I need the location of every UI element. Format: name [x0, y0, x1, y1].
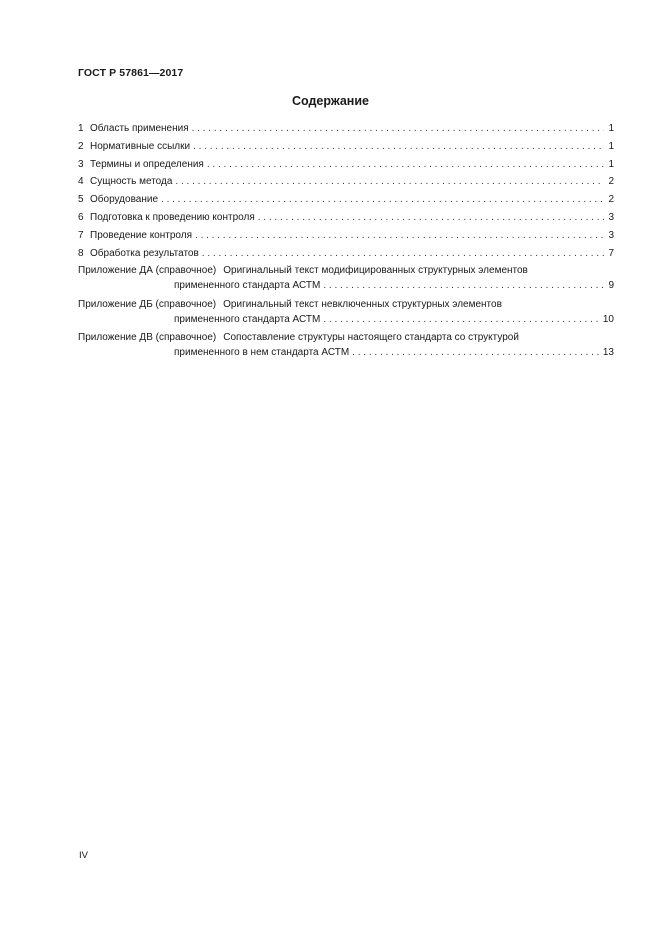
toc-appendix-title-line2: примененного стандарта АСТМ — [174, 313, 321, 325]
toc-entry-page: 1 — [608, 123, 614, 134]
toc-entry-number: 5 — [78, 194, 84, 206]
toc-appendix-label: Приложение ДА (справочное) — [78, 265, 217, 277]
toc-entry-page: 13 — [602, 347, 614, 359]
toc-entry[interactable] — [78, 140, 614, 158]
toc-appendix-label: Приложение ДБ (справочное) — [78, 298, 217, 310]
toc-appendix-title-line1: Оригинальный текст невключенных структурных элементов — [223, 298, 502, 310]
toc-entry-number: 4 — [78, 176, 84, 188]
toc-entry-page: 2 — [608, 176, 614, 188]
toc-entry-title: Сущность метода — [90, 176, 173, 188]
toc-dot-leader — [352, 346, 601, 360]
toc-entry-page: 7 — [608, 247, 614, 259]
toc-appendix-title-line2: примененного стандарта АСТМ — [174, 280, 321, 292]
toc-appendix-title-line1: Сопоставление структуры настоящего стандарта со структурой — [223, 332, 519, 344]
toc-entry-number: 3 — [78, 158, 84, 170]
toc-dot-leader — [161, 193, 604, 207]
toc-dot-leader — [323, 279, 604, 293]
toc-appendix-entry[interactable] — [78, 264, 614, 298]
toc-entry[interactable] — [78, 122, 614, 140]
toc-entry-page: 1 — [608, 140, 614, 152]
toc-entry-title: Оборудование — [90, 194, 159, 206]
page-number: IV — [79, 850, 88, 861]
toc-title: Содержание — [291, 94, 369, 108]
toc-appendix-entry[interactable] — [78, 298, 614, 332]
toc-dot-leader — [202, 247, 604, 261]
toc-entry-number: 1 — [78, 123, 84, 134]
toc-entry[interactable] — [78, 175, 614, 193]
toc-entry-number: 2 — [78, 140, 84, 152]
toc-entry-number: 7 — [78, 229, 84, 241]
toc-entry-page: 10 — [602, 313, 614, 325]
toc-appendix-label: Приложение ДВ (справочное) — [78, 332, 217, 344]
toc-entry-title: Подготовка к проведению контроля — [90, 211, 255, 223]
toc-entry[interactable] — [78, 229, 614, 247]
toc-entry-page: 3 — [608, 229, 614, 241]
toc-entry-number: 6 — [78, 211, 84, 223]
toc-dot-leader — [195, 229, 604, 243]
document-header: ГОСТ Р 57861—2017 — [78, 67, 184, 79]
toc-dot-leader — [258, 211, 604, 225]
toc-entry-title: Нормативные ссылки — [90, 140, 191, 152]
toc-entry-title: Проведение контроля — [90, 229, 193, 241]
toc-entry-number: 8 — [78, 247, 84, 259]
toc-appendix-entry[interactable] — [78, 331, 614, 365]
toc-appendix-title-line2: примененного в нем стандарта АСТМ — [174, 347, 350, 359]
toc-entry-title: Область применения — [90, 123, 189, 134]
toc-entry-page: 1 — [608, 158, 614, 170]
toc-entry-page: 3 — [608, 211, 614, 223]
toc-dot-leader — [323, 313, 601, 327]
toc-entry[interactable] — [78, 211, 614, 229]
toc-dot-leader — [207, 158, 604, 172]
toc-entry[interactable] — [78, 193, 614, 211]
toc-entry-title: Обработка результатов — [90, 247, 199, 259]
toc-entry[interactable] — [78, 158, 614, 176]
toc-entry[interactable] — [78, 247, 614, 265]
toc-appendix-title-line1: Оригинальный текст модифицированных структурных элементов — [223, 265, 528, 277]
table-of-contents — [78, 122, 614, 365]
toc-dot-leader — [175, 175, 604, 189]
toc-dot-leader — [193, 140, 604, 154]
toc-entry-page: 2 — [608, 194, 614, 206]
toc-entry-title: Термины и определения — [90, 158, 204, 170]
toc-entry-page: 9 — [608, 280, 614, 292]
toc-dot-leader — [192, 122, 604, 136]
